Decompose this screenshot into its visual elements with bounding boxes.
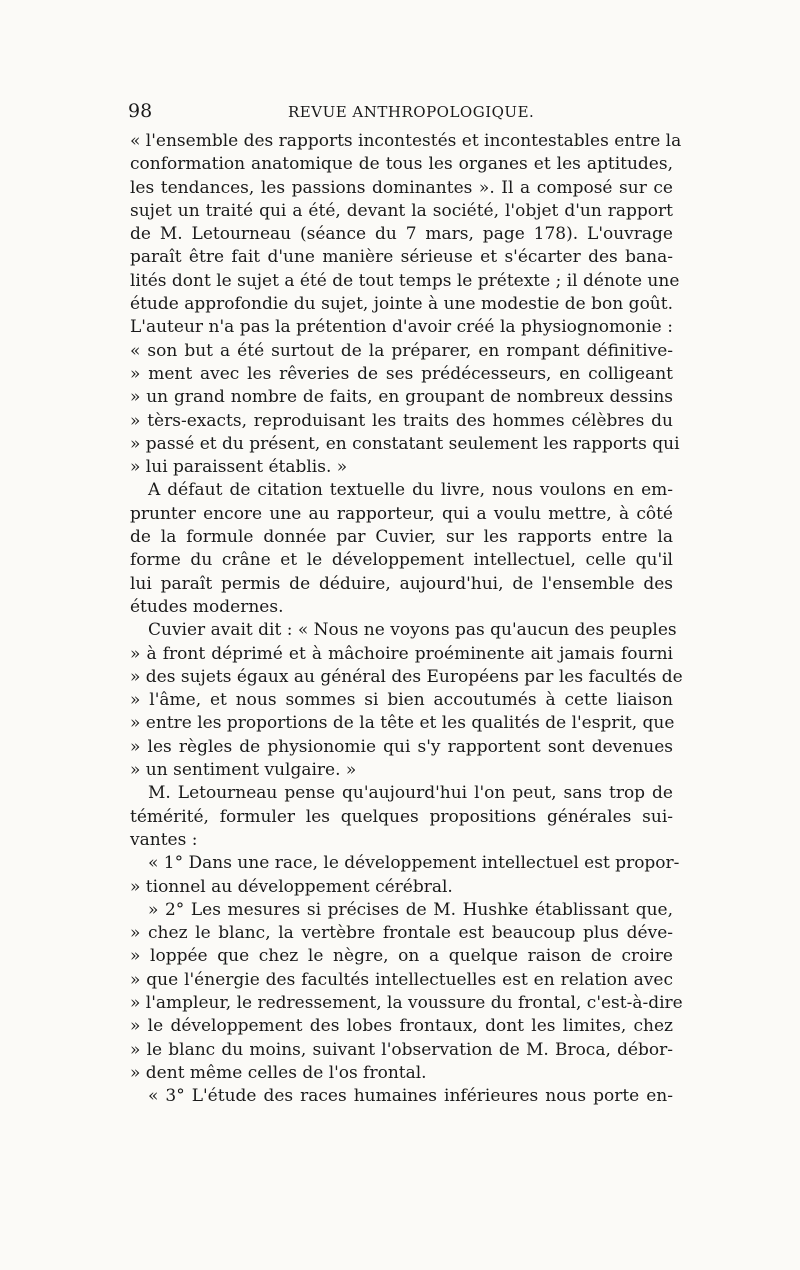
text-line: les tendances, les passions dominantes ». Il a composé sur ce	[130, 177, 673, 198]
text-line: » chez le blanc, la vertèbre frontale est beaucoup plus déve-	[130, 923, 673, 944]
text-line: Cuvier avait dit : « Nous ne voyons pas qu'aucun des peuples	[148, 620, 677, 641]
text-line: » entre les proportions de la tête et les qualités de l'esprit, que	[130, 713, 675, 734]
text-line: » l'âme, et nous sommes si bien accoutumés à cette liaison	[130, 690, 673, 711]
text-line: A défaut de citation textuelle du livre, nous voulons en em-	[148, 480, 673, 501]
text-line: » le blanc du moins, suivant l'observation de M. Broca, débor-	[130, 1039, 673, 1060]
body-text	[130, 130, 683, 1108]
text-line: » des sujets égaux au général des Européens par les facultés de	[130, 666, 683, 687]
text-line: « 1° Dans une race, le développement intellectuel est propor-	[148, 853, 680, 874]
text-line: L'auteur n'a pas la prétention d'avoir créé la physiognomonie :	[130, 317, 673, 338]
text-line: vantes :	[130, 829, 198, 850]
text-line: » que l'énergie des facultés intellectuelles est en relation avec	[130, 969, 673, 990]
text-line: » l'ampleur, le redressement, la voussure du frontal, c'est-à-dire	[130, 992, 683, 1013]
text-line: étude approfondie du sujet, jointe à une modestie de bon goût.	[130, 294, 673, 315]
text-line: » 2° Les mesures si précises de M. Hushke établissant que,	[148, 899, 673, 920]
text-line: lui paraît permis de déduire, aujourd'hui, de l'ensemble des	[130, 573, 673, 594]
text-line: » le développement des lobes frontaux, dont les limites, chez	[130, 1016, 673, 1037]
text-line: » tèrs-exacts, reproduisant les traits des hommes célèbres du	[130, 410, 673, 431]
text-line: « 3° L'étude des races humaines inférieures nous porte en-	[148, 1086, 673, 1107]
text-line: « son but a été surtout de la préparer, en rompant définitive-	[130, 340, 673, 361]
text-line: M. Letourneau pense qu'aujourd'hui l'on peut, sans trop de	[148, 783, 673, 804]
text-line: » ment avec les rêveries de ses prédécesseurs, en colligeant	[130, 363, 673, 384]
page-header	[128, 100, 673, 126]
text-line: » tionnel au développement cérébral.	[130, 876, 453, 897]
text-line: de la formule donnée par Cuvier, sur les rapports entre la	[130, 527, 673, 548]
text-line: » dent même celles de l'os frontal.	[130, 1062, 427, 1083]
running-title: REVUE ANTHROPOLOGIQUE.	[288, 103, 535, 121]
text-line: » lui paraissent établis. »	[130, 457, 348, 478]
text-line: sujet un traité qui a été, devant la société, l'objet d'un rapport	[130, 200, 673, 221]
text-line: lités dont le sujet a été de tout temps le prétexte ; il dénote une	[130, 270, 680, 291]
text-line: témérité, formuler les quelques propositions générales sui-	[130, 806, 673, 827]
text-line: » loppée que chez le nègre, on a quelque raison de croire	[130, 946, 673, 967]
text-line: » à front déprimé et à mâchoire proéminente ait jamais fourni	[130, 643, 673, 664]
text-line: » un sentiment vulgaire. »	[130, 760, 357, 781]
text-line: forme du crâne et le développement intellectuel, celle qu'il	[130, 550, 673, 571]
text-line: prunter encore une au rapporteur, qui a voulu mettre, à côté	[130, 503, 673, 524]
text-line: paraît être fait d'une manière sérieuse et s'écarter des bana-	[130, 247, 673, 268]
text-line: « l'ensemble des rapports incontestés et incontestables entre la	[130, 131, 682, 151]
text-line: » passé et du présent, en constatant seulement les rapports qui	[130, 433, 680, 454]
text-line: » les règles de physionomie qui s'y rapportent sont devenues	[130, 736, 673, 757]
page-number: 98	[128, 100, 153, 122]
text-line: conformation anatomique de tous les organes et les aptitudes,	[130, 154, 673, 175]
text-line: de M. Letourneau (séance du 7 mars, page 178). L'ouvrage	[130, 224, 673, 245]
text-line: » un grand nombre de faits, en groupant de nombreux dessins	[130, 387, 673, 408]
text-line: études modernes.	[130, 596, 284, 617]
